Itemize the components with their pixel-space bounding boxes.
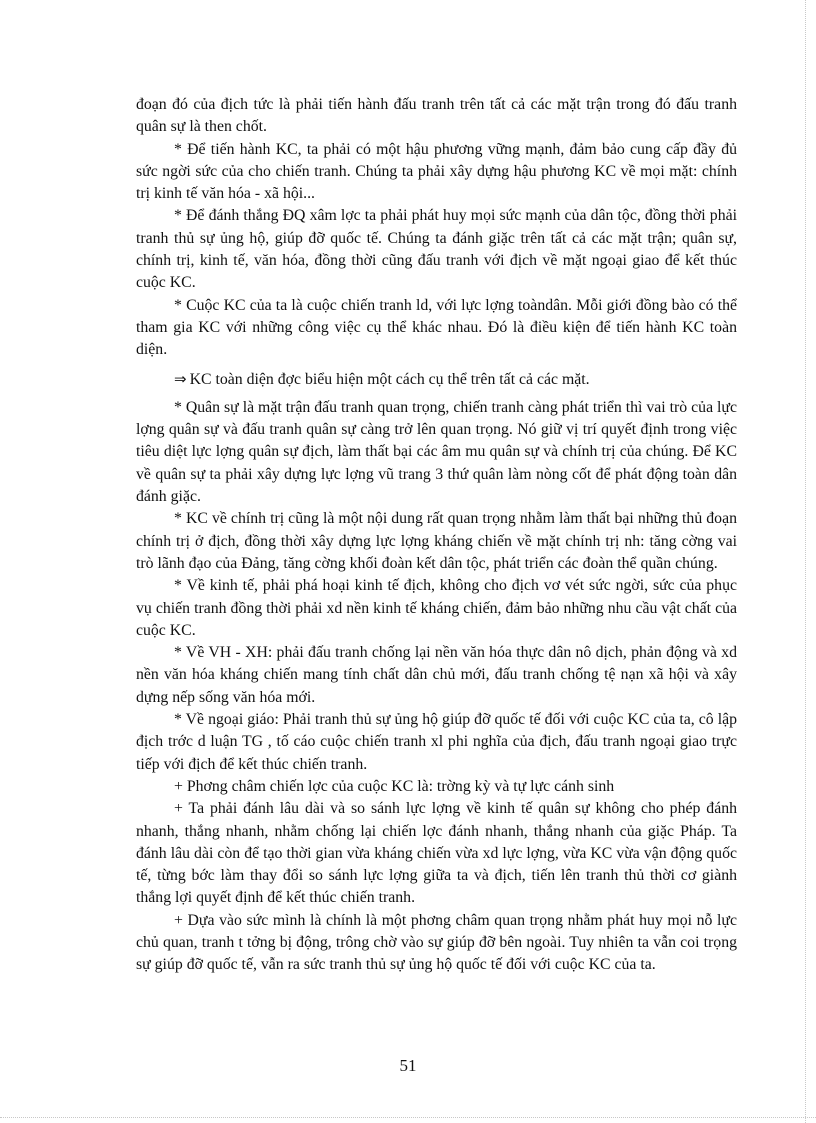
paragraph: * Về ngoại giáo: Phải tranh thủ sự ủng hộ giúp đỡ quốc tế đối với cuộc KC của ta, cô lập địch trớc d luận TG , tố cáo cuộc chiến tranh xl phi nghĩa của địch, đấu tranh ngoại giao trực tiếp với địch để kết thúc chiến tranh. (136, 711, 737, 773)
paragraph-arrow-text: KC toàn diện đợc biểu hiện một cách cụ thể trên tất cả các mặt. (189, 370, 590, 388)
paragraph: * Về VH - XH: phải đấu tranh chống lại nền văn hóa thực dân nô dịch, phản động và xd nền văn hóa kháng chiến mang tính chất dân chủ mới, đấu tranh chống tệ nạn xã hội và xây dựng nếp sống văn hóa mới. (136, 644, 737, 706)
right-arrow-icon: ⇒ (174, 369, 187, 388)
paragraph: * Về kinh tế, phải phá hoại kinh tế địch, không cho địch vơ vét sức ngời, sức của phục vụ chiến tranh đồng thời phải xd nền kinh tế kháng chiến, đảm bảo những nhu cầu vật chất của cuộc KC. (136, 577, 737, 639)
paragraph: * Cuộc KC của ta là cuộc chiến tranh ld, với lực lợng toàndân. Mỗi giới đồng bào có thể tham gia KC với những công việc cụ thể khác nhau. Đó là điều kiện để tiến hành KC toàn diện. (136, 296, 737, 359)
paragraph: * Quân sự là mặt trận đấu tranh quan trọng, chiến tranh càng phát triển thì vai trò của lực lợng quân sự và đấu tranh quân sự càng trở lên quan trọng. Nó giữ vị trí quyết định trong việc tiêu diệt lực lợng quân sự địch, làm thất bại các âm mu quân sự và chính trị của chúng. Để KC về quân sự ta phải xây dựng lực lợng vũ trang 3 thứ quân làm nòng cốt để phát động toàn dân đánh giặc. (136, 398, 737, 506)
paragraph: * Để đánh thắng ĐQ xâm lợc ta phải phát huy mọi sức mạnh của dân tộc, đồng thời phải tranh thủ sự ủng hộ, giúp đỡ quốc tế. Chúng ta đánh giặc trên tất cả các mặt trận; quân sự, chính trị, kinh tế, văn hóa, đồng thời cũng đấu tranh với địch về mặt ngoại giao để kết thúc cuộc KC. (136, 207, 737, 292)
paragraph: + Ta phải đánh lâu dài và so sánh lực lợng về kinh tế quân sự không cho phép đánh nhanh, thắng nhanh, nhằm chống lại chiến lợc đánh nhanh, thắng nhanh của giặc Pháp. Ta đánh lâu dài còn để tạo thời gian vừa kháng chiến vừa xd lực lợng, vừa KC vừa vận động quốc tế, từng bớc làm thay đổi so sánh lực lợng giữa ta và địch, tiến lên tranh thủ thời cơ giành thắng lợi quyết định để kết thúc chiến tranh. (136, 800, 737, 907)
paragraph-arrow (136, 368, 737, 391)
page-edge-bottom (0, 1117, 816, 1118)
body-text (136, 94, 737, 977)
paragraph: * KC về chính trị cũng là một nội dung rất quan trọng nhằm làm thất bại những thủ đoạn chính trị ở địch, đồng thời xây dựng lực lợng kháng chiến về mặt chính trị nh: tăng cờng vai trò lãnh đạo của Đảng, tăng cờng khối đoàn kết dân tộc, phát triển các đoàn thể quần chúng. (136, 510, 737, 572)
paragraph: đoạn đó của địch tức là phải tiến hành đấu tranh trên tất cả các mặt trận trong đó đấu tranh quân sự là then chốt. (136, 96, 737, 136)
paragraph: * Để tiến hành KC, ta phải có một hậu phương vững mạnh, đảm bảo cung cấp đầy đủ sức ngời sức của cho chiến tranh. Chúng ta phải xây dựng hậu phương KC về mọi mặt: chính trị kinh tế văn hóa - xã hội... (136, 140, 737, 203)
page-edge-right (805, 0, 806, 1123)
paragraph: + Phơng châm chiến lợc của cuộc KC là: trờng kỳ và tự lực cánh sinh (174, 777, 615, 795)
paragraph: + Dựa vào sức mình là chính là một phơng châm quan trọng nhằm phát huy mọi nỗ lực chủ quan, tranh t tởng bị động, trông chờ vào sự giúp đỡ bên ngoài. Tuy nhiên ta vẫn coi trọng sự giúp đỡ quốc tế, vẫn ra sức tranh thủ sự ủng hộ quốc tế đối với cuộc KC của ta. (136, 911, 737, 974)
page-number: 51 (399, 1056, 417, 1075)
